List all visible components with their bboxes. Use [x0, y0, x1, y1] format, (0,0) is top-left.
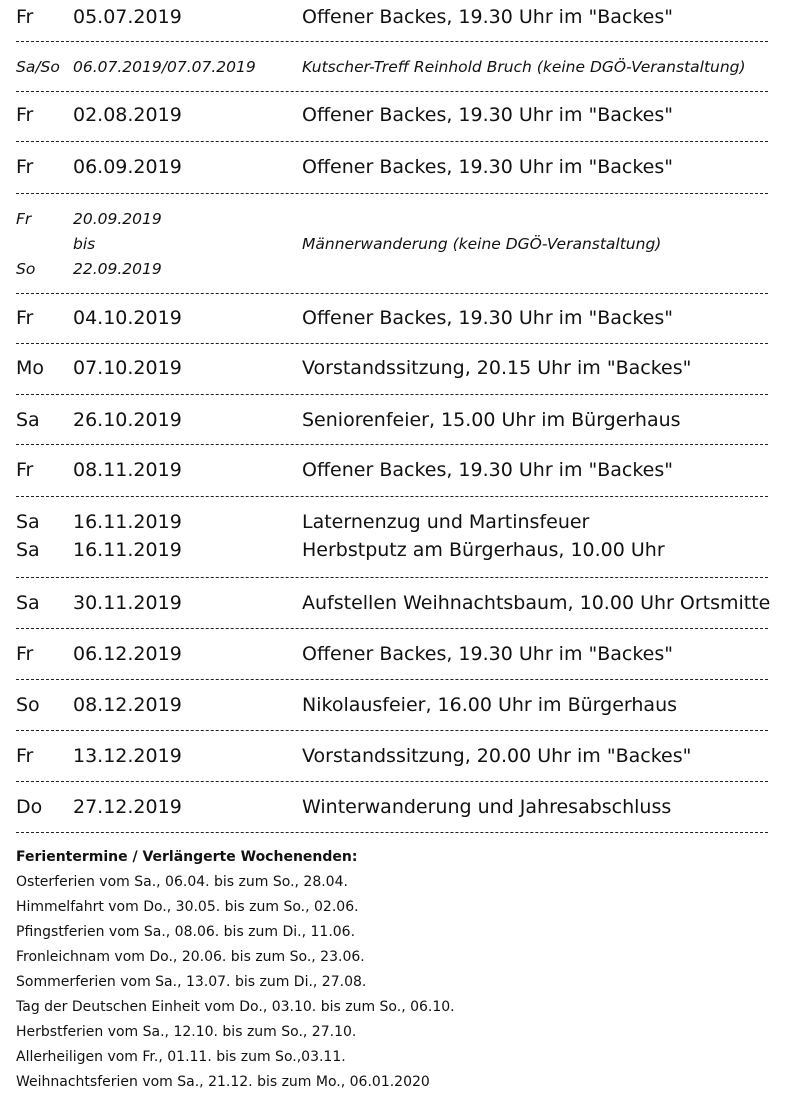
- holiday-section-title: Ferientermine / Verlängerte Wochenenden:: [16, 849, 358, 865]
- event-date: 06.12.2019: [73, 643, 182, 665]
- event-day: Fr: [16, 459, 34, 481]
- event-date: 26.10.2019: [73, 409, 182, 431]
- event-date: bis: [73, 235, 96, 253]
- event-desc: Winterwanderung und Jahresabschluss: [302, 796, 672, 818]
- dashed-divider: [16, 394, 768, 395]
- event-date: 02.08.2019: [73, 104, 182, 126]
- holiday-item: Allerheiligen vom Fr., 01.11. bis zum So.,03.11.: [16, 1049, 346, 1065]
- event-desc: Offener Backes, 19.30 Uhr im "Backes": [302, 104, 674, 126]
- event-day: Fr: [16, 104, 34, 126]
- event-row: [0, 3, 800, 31]
- event-day: Fr: [16, 307, 34, 329]
- event-date: 08.11.2019: [73, 459, 182, 481]
- event-day: Fr: [16, 156, 34, 178]
- dashed-divider: [16, 41, 768, 42]
- event-date: 30.11.2019: [73, 592, 182, 614]
- dashed-divider: [16, 628, 768, 629]
- event-row: [0, 508, 800, 564]
- event-row: [0, 304, 800, 332]
- event-day: Fr: [16, 643, 34, 665]
- event-desc: Vorstandssitzung, 20.15 Uhr im "Backes": [302, 357, 692, 379]
- event-desc: Aufstellen Weihnachtsbaum, 10.00 Uhr Ortsmitte: [302, 592, 771, 614]
- event-day: So: [16, 260, 36, 278]
- event-date: 04.10.2019: [73, 307, 182, 329]
- event-row: [0, 589, 800, 617]
- event-desc: Laternenzug und Martinsfeuer: [302, 511, 590, 533]
- holiday-item: Pfingstferien vom Sa., 08.06. bis zum Di., 11.06.: [16, 924, 356, 940]
- event-desc: Kutscher-Treff Reinhold Bruch (keine DGÖ-Veranstaltung): [302, 58, 746, 76]
- event-day: So: [16, 694, 40, 716]
- dashed-divider: [16, 91, 768, 92]
- holiday-item: Sommerferien vom Sa., 13.07. bis zum Di., 27.08.: [16, 974, 367, 990]
- event-row: [0, 53, 800, 81]
- event-date: 07.10.2019: [73, 357, 182, 379]
- holiday-item: Tag der Deutschen Einheit vom Do., 03.10. bis zum So., 06.10.: [16, 999, 455, 1015]
- dashed-divider: [16, 193, 768, 194]
- dashed-divider: [16, 343, 768, 344]
- holiday-item: Himmelfahrt vom Do., 30.05. bis zum So., 02.06.: [16, 899, 359, 915]
- event-date: 16.11.2019: [73, 511, 182, 533]
- event-desc: Herbstputz am Bürgerhaus, 10.00 Uhr: [302, 539, 665, 561]
- dashed-divider: [16, 444, 768, 445]
- event-desc: Offener Backes, 19.30 Uhr im "Backes": [302, 307, 674, 329]
- holiday-item: Weihnachtsferien vom Sa., 21.12. bis zum Mo., 06.01.2020: [16, 1074, 430, 1090]
- dashed-divider: [16, 730, 768, 731]
- event-desc: Offener Backes, 19.30 Uhr im "Backes": [302, 459, 674, 481]
- event-desc: Seniorenfeier, 15.00 Uhr im Bürgerhaus: [302, 409, 681, 431]
- dashed-divider: [16, 141, 768, 142]
- event-desc: Offener Backes, 19.30 Uhr im "Backes": [302, 643, 674, 665]
- event-row: [0, 406, 800, 434]
- event-row: [0, 101, 800, 129]
- holiday-item: Herbstferien vom Sa., 12.10. bis zum So., 27.10.: [16, 1024, 357, 1040]
- event-desc: Nikolausfeier, 16.00 Uhr im Bürgerhaus: [302, 694, 678, 716]
- event-date: 13.12.2019: [73, 745, 182, 767]
- event-row: [0, 456, 800, 484]
- event-row: [0, 203, 800, 285]
- event-date: 08.12.2019: [73, 694, 182, 716]
- event-day: Mo: [16, 357, 45, 379]
- event-desc: Vorstandssitzung, 20.00 Uhr im "Backes": [302, 745, 692, 767]
- event-date: 22.09.2019: [73, 260, 162, 278]
- event-row: [0, 153, 800, 181]
- event-day: Sa: [16, 592, 40, 614]
- dashed-divider: [16, 679, 768, 680]
- dashed-divider: [16, 577, 768, 578]
- event-date: 06.07.2019/07.07.2019: [73, 58, 256, 76]
- holiday-section: [16, 845, 776, 1095]
- event-day: Sa/So: [16, 58, 60, 76]
- event-day: Sa: [16, 539, 40, 561]
- event-day: Fr: [16, 210, 32, 228]
- event-row: [0, 742, 800, 770]
- holiday-item: Fronleichnam vom Do., 20.06. bis zum So., 23.06.: [16, 949, 365, 965]
- event-row: [0, 691, 800, 719]
- event-date: 06.09.2019: [73, 156, 182, 178]
- dashed-divider: [16, 832, 768, 833]
- event-day: Sa: [16, 511, 40, 533]
- event-desc: Offener Backes, 19.30 Uhr im "Backes": [302, 6, 674, 28]
- event-row: [0, 640, 800, 668]
- event-desc: Männerwanderung (keine DGÖ-Veranstaltung): [302, 235, 662, 253]
- event-date: 16.11.2019: [73, 539, 182, 561]
- dashed-divider: [16, 293, 768, 294]
- dashed-divider: [16, 496, 768, 497]
- event-day: Fr: [16, 6, 34, 28]
- event-row: [0, 354, 800, 382]
- event-date: 20.09.2019: [73, 210, 162, 228]
- holiday-item: Osterferien vom Sa., 06.04. bis zum So., 28.04.: [16, 874, 348, 890]
- event-day: Sa: [16, 409, 40, 431]
- dashed-divider: [16, 781, 768, 782]
- event-day: Fr: [16, 745, 34, 767]
- event-desc: Offener Backes, 19.30 Uhr im "Backes": [302, 156, 674, 178]
- event-date: 05.07.2019: [73, 6, 182, 28]
- holiday-list: [16, 870, 776, 1095]
- event-date: 27.12.2019: [73, 796, 182, 818]
- event-row: [0, 793, 800, 821]
- event-day: Do: [16, 796, 43, 818]
